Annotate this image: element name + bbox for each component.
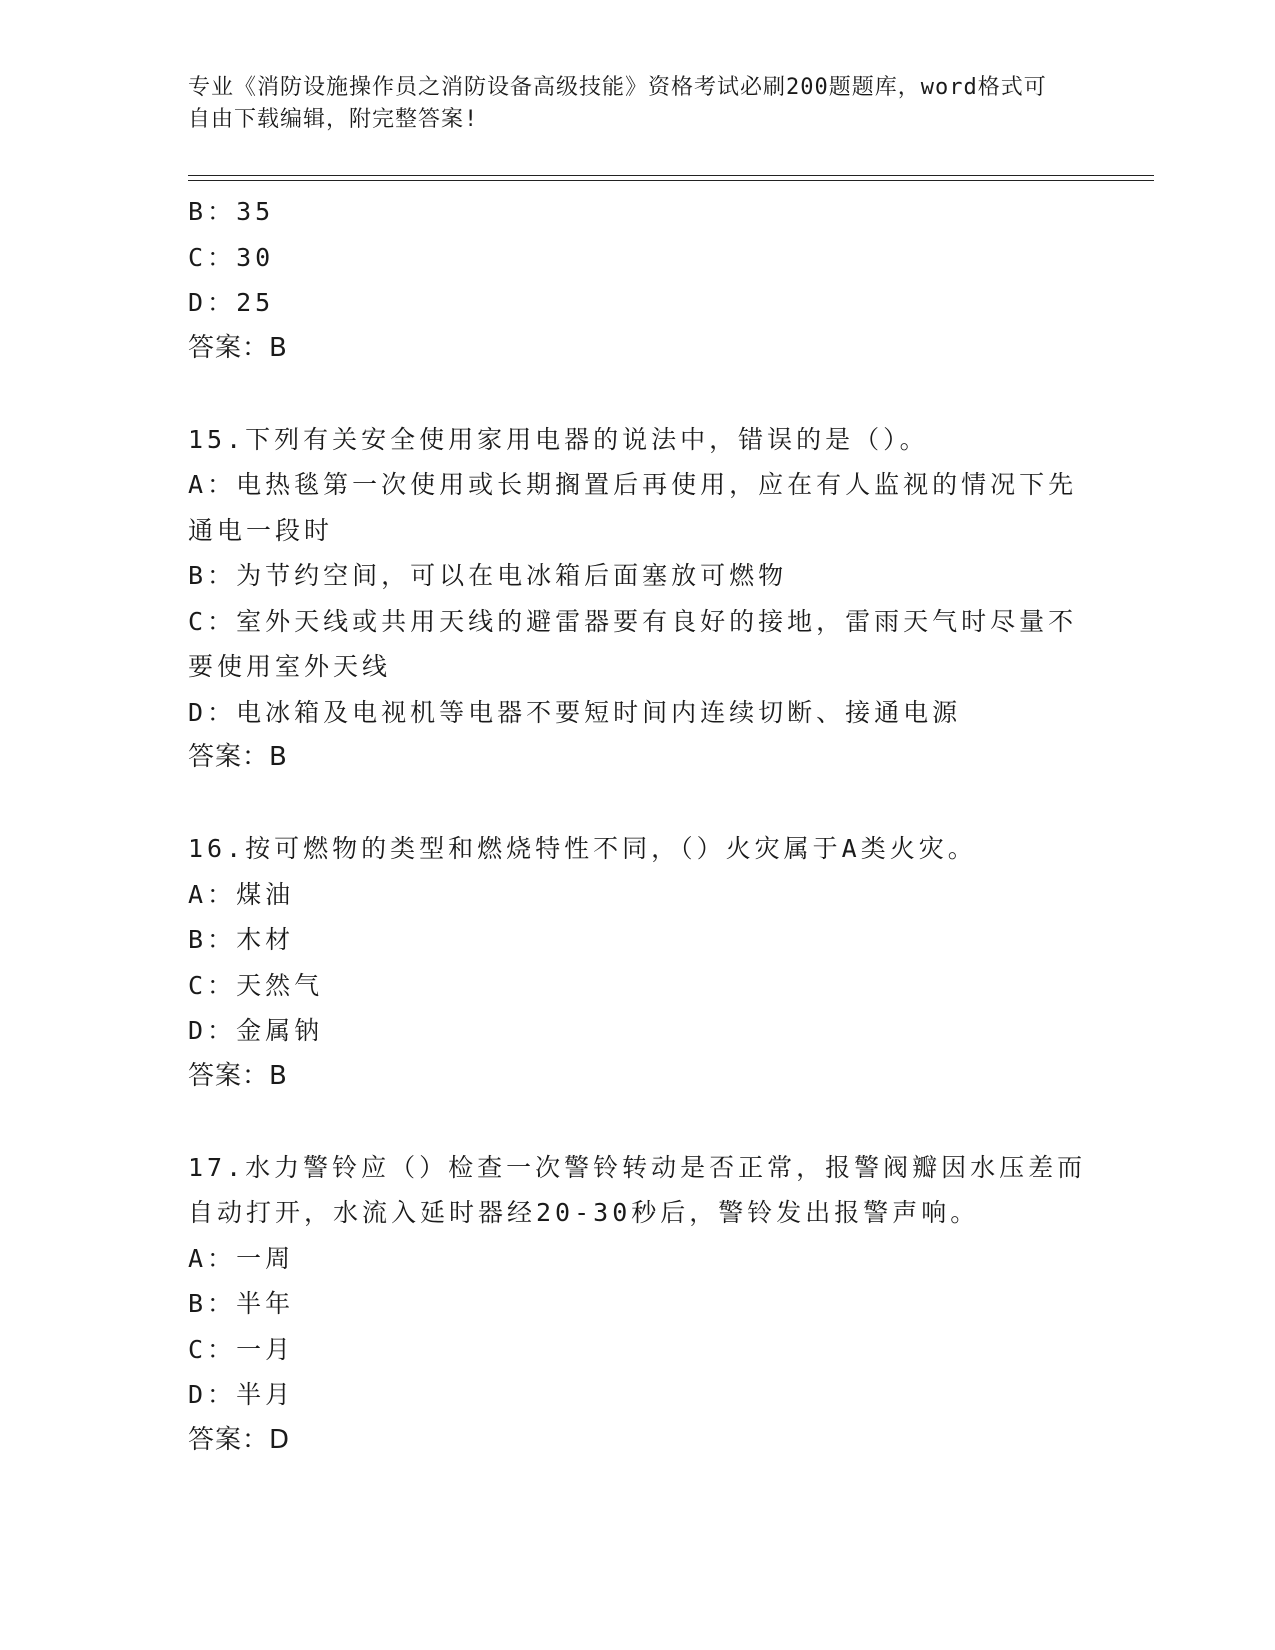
option-a: A：一周 (188, 1243, 295, 1273)
header-rule-bottom (188, 180, 1154, 181)
header-rule-top (188, 175, 1154, 176)
option-c: C：室外天线或共用天线的避雷器要有良好的接地，雷雨天气时尽量不要使用室外天线 (188, 606, 1078, 681)
question-15 (188, 417, 1088, 781)
question-stem: 16.按可燃物的类型和燃烧特性不同，（）火灾属于A类火灾。 (188, 834, 977, 863)
document-body (188, 189, 1088, 1463)
answer-line: 答案：B (188, 1060, 288, 1091)
answer-line: 答案：D (188, 1424, 291, 1455)
option-b: B：为节约空间，可以在电冰箱后面塞放可燃物 (188, 561, 788, 590)
option-c: C：一月 (188, 1334, 295, 1364)
option-a: A：煤油 (188, 879, 295, 909)
question-17 (188, 1145, 1088, 1464)
answer-line: 答案：B (188, 742, 288, 772)
option-a: A：电热毯第一次使用或长期搁置后再使用，应在有人监视的情况下先通电一段时 (188, 470, 1078, 545)
question-16 (188, 826, 1088, 1099)
option-d: D：25 (188, 288, 275, 317)
option-c: C：天然气 (188, 970, 324, 1000)
option-b: B：35 (188, 197, 275, 226)
question-stem: 17.水力警铃应（）检查一次警铃转动是否正常，报警阀瓣因水压差而自动打开，水流入延时器经20-30秒后，警铃发出报警声响。 (188, 1152, 1087, 1227)
question-stem: 15.下列有关安全使用家用电器的说法中，错误的是（）。 (188, 424, 929, 454)
option-c: C：30 (188, 242, 275, 272)
option-b: B：木材 (188, 925, 295, 954)
option-d: D：半月 (188, 1380, 295, 1409)
option-d: D：金属钠 (188, 1016, 324, 1045)
option-d: D：电冰箱及电视机等电器不要短时间内连续切断、接通电源 (188, 697, 962, 727)
question-14-continued (188, 189, 1088, 371)
answer-line: 答案：B (188, 332, 288, 363)
document-header: 专业《消防设施操作员之消防设备高级技能》资格考试必刷200题题库，word格式可自由下载编辑，附完整答案! (188, 75, 1047, 132)
option-b: B：半年 (188, 1289, 295, 1318)
